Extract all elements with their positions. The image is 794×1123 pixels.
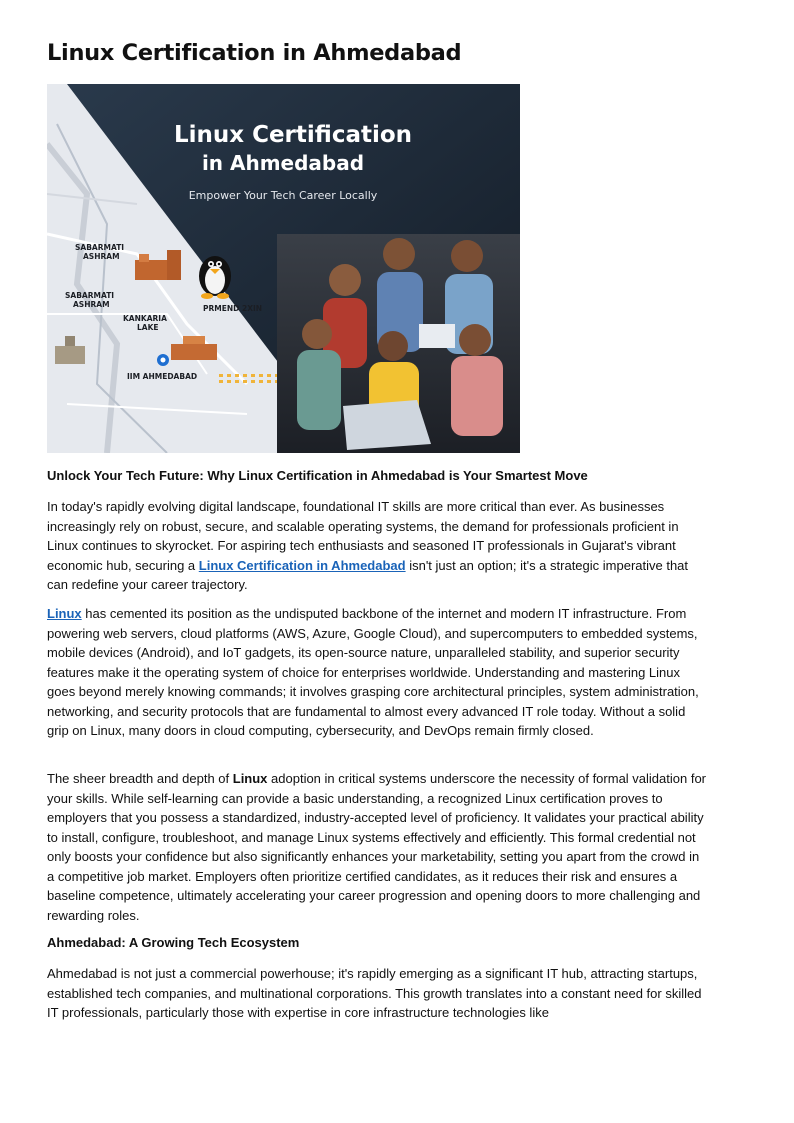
paragraph-intro-text-1: In today's rapidly evolving digital landscape, foundational IT skills are more critical than ever. As businesses increasingly rely on robust, secure, and scalable operating systems, the demand for professionals proficient in Linux continues to skyrocket. For aspiring tech enthusiasts and seasoned IT professionals in Gujarat's vibrant economic hub, securing a (47, 499, 679, 573)
students-photo (277, 234, 520, 453)
map-label-iim: IIM AHMEDABAD (127, 372, 198, 381)
banner-line1: Linux Certification (173, 122, 413, 148)
paragraph-validation-text-1: The sheer breadth and depth of (47, 771, 233, 786)
map-label-sabarmati-2b: ASHRAM (73, 300, 110, 309)
paragraph-linux-backbone-text: has cemented its position as the undisputed backbone of the internet and modern IT infrastructure. From powering web servers, cloud platforms (AWS, Azure, Google Cloud), and supercomputers to embedded systems, mobile devices (Android), and IoT gadgets, its open-source nature, unparalleled stability, and superior security features make it the operating system of choice for enterprises worldwide. Understanding and mastering Linux goes beyond merely knowing commands; it involves grasping core architectural principles, system administration, networking, and security protocols that are fundamental to almost every advanced IT role today. Without a solid grip on Linux, many doors in cloud computing, cybersecurity, and DevOps remain firmly closed. (47, 606, 699, 738)
paragraph-linux-backbone (47, 604, 707, 741)
section-heading-ecosystem: Ahmedabad: A Growing Tech Ecosystem (47, 935, 300, 950)
location-pin-icon (157, 354, 169, 366)
map-label-sabarmati-1a: SABARMATI (75, 243, 125, 252)
map-label-sabarmati-2a: SABARMATI (65, 291, 115, 300)
page-title: Linux Certification in Ahmedabad (47, 40, 462, 66)
link-linux-certification-ahmedabad[interactable]: Linux Certification in Ahmedabad (198, 557, 406, 573)
paragraph-validation-text-2: adoption in critical systems underscore the necessity of formal validation for your skills. While self-learning can provide a basic understanding, a recognized Linux certification proves to employers that you possess a standardized, industry-accepted level of proficiency. It validates your practical ability to install, configure, troubleshoot, and manage Linux systems effectively and efficiently. This formal credential not only boosts your confidence but also significantly enhances your marketability, setting you apart from the crowd in a competitive job market. Employers often prioritize certified candidates, as it reduces their risk and ensures a baseline competence, ultimately accelerating your career progression and opening doors to more challenging and rewarding roles. (47, 771, 707, 923)
banner-tagline: Empower Your Tech Career Locally (188, 189, 378, 202)
banner-line2: in Ahmedabad (201, 151, 365, 175)
link-linux[interactable]: Linux (47, 606, 82, 621)
paragraph-validation (47, 769, 707, 925)
map-label-prmend: PRMEND 2XIN (203, 304, 263, 313)
map-label-kankaria-b: LAKE (137, 323, 159, 332)
paragraph-intro (47, 497, 707, 595)
paragraph-ahmedabad: Ahmedabad is not just a commercial powerhouse; it's rapidly emerging as a significant IT hub, attracting startups, established tech companies, and multinational corporations. This growth translates into a constant need for skilled IT professionals, particularly those with expertise in core infrastructure technologies like (47, 966, 702, 1020)
paragraph-intro-text-2: isn't just an option; it's a strategic imperative that can redefine your career trajectory. (47, 557, 689, 592)
hero-banner-image (47, 84, 520, 453)
map-label-sabarmati-1b: ASHRAM (83, 252, 120, 261)
map-label-kankaria-a: KANKARIA (123, 314, 167, 323)
paragraph-validation-bold: Linux (232, 771, 268, 786)
section-heading-unlock: Unlock Your Tech Future: Why Linux Certification in Ahmedabad is Your Smartest Move (47, 468, 588, 483)
